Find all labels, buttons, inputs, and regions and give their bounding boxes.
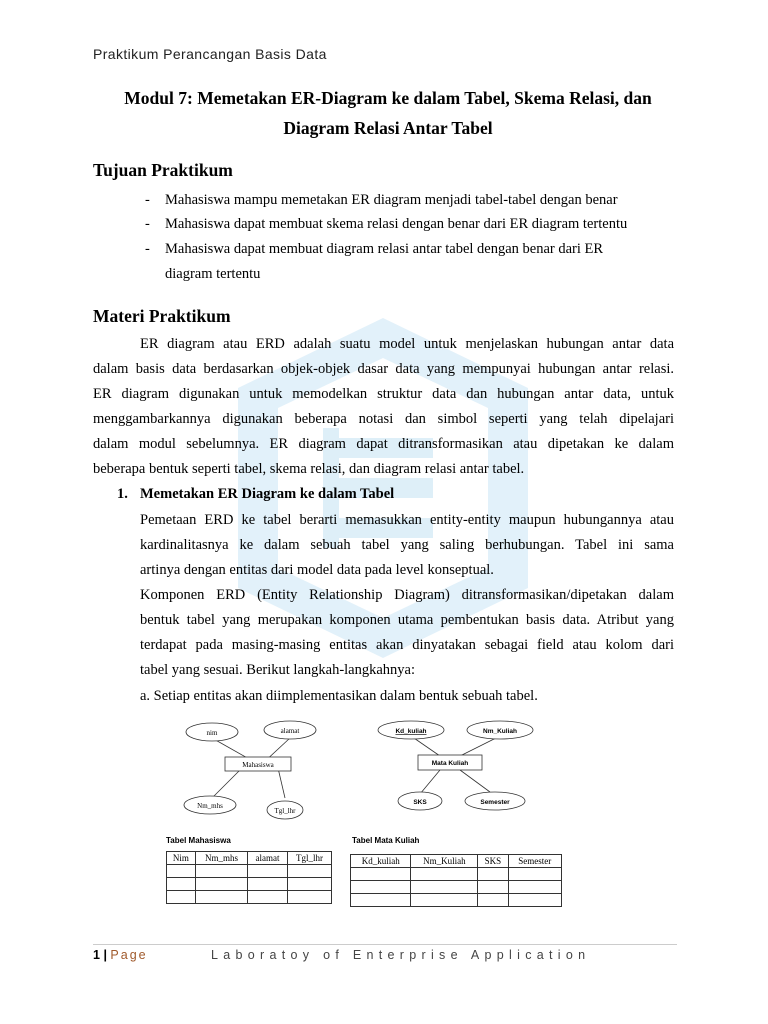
attr-label: Semester [480, 799, 510, 806]
attr-label: nim [206, 729, 218, 737]
attr-label: Kd_kuliah [395, 728, 427, 735]
bullet-dash: - [145, 216, 150, 232]
table-row [167, 878, 332, 891]
table-row [167, 891, 332, 904]
running-header: Praktikum Perancangan Basis Data [93, 46, 327, 62]
text-line: artinya dengan entitas dari model data pada level konseptual. [140, 562, 494, 578]
table-cell [167, 865, 196, 878]
text-line: beberapa bentuk seperti tabel, skema relasi, dan diagram relasi antar tabel. [93, 461, 525, 477]
table-header-cell: Nm_Kuliah [411, 855, 478, 868]
table-cell [287, 891, 331, 904]
table-header-cell: Nm_mhs [195, 852, 247, 865]
table-cell [411, 881, 478, 894]
text-line: dalam basis data berdasarkan objek-objek dasar data yang mempunyai hubungan antar relasi. [93, 361, 674, 377]
page-footer [93, 948, 591, 962]
table-header-cell: Nim [167, 852, 196, 865]
text-line: bentuk tabel yang merupakan komponen utama pembentukan basis data. Atribut yang [140, 612, 674, 628]
subsection-title: Memetakan ER Diagram ke dalam Tabel [140, 486, 395, 502]
tujuan-item-cont: diagram tertentu [165, 266, 261, 282]
table-cell [167, 878, 196, 891]
table-cell [351, 881, 411, 894]
bullet-dash: - [145, 241, 150, 257]
entity-label: Mata Kuliah [431, 760, 469, 767]
tujuan-item: Mahasiswa mampu memetakan ER diagram menjadi tabel-tabel dengan benar [165, 192, 618, 208]
table-cell [287, 878, 331, 891]
table-cell [411, 894, 478, 907]
table-row [167, 852, 332, 865]
table-matakuliah [350, 854, 562, 907]
table-cell [508, 894, 561, 907]
text-line: menggambarkannya digunakan beberapa notasi dan simbol seperti yang telah dipelajari [93, 411, 674, 427]
table-matakuliah-caption: Tabel Mata Kuliah [352, 836, 420, 845]
module-title-line2: Diagram Relasi Antar Tabel [283, 118, 493, 138]
page-label: Page [110, 948, 148, 962]
bullet-dash: - [145, 192, 150, 208]
table-header-cell: SKS [478, 855, 508, 868]
table-cell [195, 891, 247, 904]
lab-name: Laboratoy of Enterprise Application [211, 948, 591, 962]
text-line: ER diagram atau ERD adalah suatu model untuk menjelaskan hubungan antar data [140, 336, 674, 352]
table-header-cell: Semester [508, 855, 561, 868]
attr-label: SKS [413, 799, 427, 806]
table-row [351, 855, 562, 868]
subsection-number: 1. [117, 486, 128, 502]
table-cell [248, 878, 288, 891]
table-cell [508, 868, 561, 881]
attr-label: Tgl_lhr [274, 807, 296, 815]
tujuan-item: Mahasiswa dapat membuat skema relasi dengan benar dari ER diagram tertentu [165, 216, 628, 232]
text-line: kardinalitasnya ke dalam sebuah tabel yang saling berhubungan. Tabel ini sama [140, 537, 674, 553]
table-row [351, 868, 562, 881]
attr-label: Nm_mhs [197, 802, 223, 810]
table-cell [478, 881, 508, 894]
text-line: ER diagram digunakan untuk memodelkan struktur data dan hubungan antar data, untuk [93, 386, 674, 402]
text-line: tabel yang sesuai. Berikut langkah-langkahnya: [140, 662, 416, 678]
table-mahasiswa [166, 851, 332, 904]
table-header-cell: alamat [248, 852, 288, 865]
text-line: Pemetaan ERD ke tabel berarti memasukkan entity-entity maupun hubungannya atau [140, 512, 674, 528]
module-title-line1: Modul 7: Memetakan ER-Diagram ke dalam Tabel, Skema Relasi, dan [124, 88, 652, 108]
table-row [351, 881, 562, 894]
step-a: a. Setiap entitas akan diimplementasikan dalam bentuk sebuah tabel. [140, 688, 538, 704]
table-cell [351, 894, 411, 907]
table-cell [195, 865, 247, 878]
page-number: 1 [93, 948, 100, 962]
table-header-cell: Kd_kuliah [351, 855, 411, 868]
table-cell [508, 881, 561, 894]
footer-rule [93, 944, 677, 945]
attr-label: alamat [280, 727, 300, 735]
text-line: terdapat pada masing-masing entitas akan dinyatakan sebagai field atau kolom dari [140, 637, 674, 653]
tujuan-item: Mahasiswa dapat membuat diagram relasi antar tabel dengan benar dari ER [165, 241, 604, 257]
materi-heading: Materi Praktikum [93, 306, 231, 326]
table-cell [478, 894, 508, 907]
table-cell [411, 868, 478, 881]
text-line: Komponen ERD (Entity Relationship Diagram) ditransformasikan/dipetakan dalam [140, 587, 674, 603]
table-header-cell: Tgl_lhr [287, 852, 331, 865]
table-cell [195, 878, 247, 891]
attr-label: Nm_Kuliah [483, 728, 517, 735]
tujuan-heading: Tujuan Praktikum [93, 160, 233, 180]
table-cell [248, 865, 288, 878]
erd-figures [170, 712, 550, 827]
table-cell [248, 891, 288, 904]
table-cell [287, 865, 331, 878]
table-cell [478, 868, 508, 881]
entity-label: Mahasiswa [242, 761, 274, 769]
table-mahasiswa-caption: Tabel Mahasiswa [166, 836, 231, 845]
table-cell [351, 868, 411, 881]
table-cell [167, 891, 196, 904]
footer-separator: | [103, 948, 107, 962]
text-line: dalam modul sebelumnya. ER diagram dapat ditransformasikan atau dipetakan ke dalam [93, 436, 674, 452]
table-row [351, 894, 562, 907]
table-row [167, 865, 332, 878]
